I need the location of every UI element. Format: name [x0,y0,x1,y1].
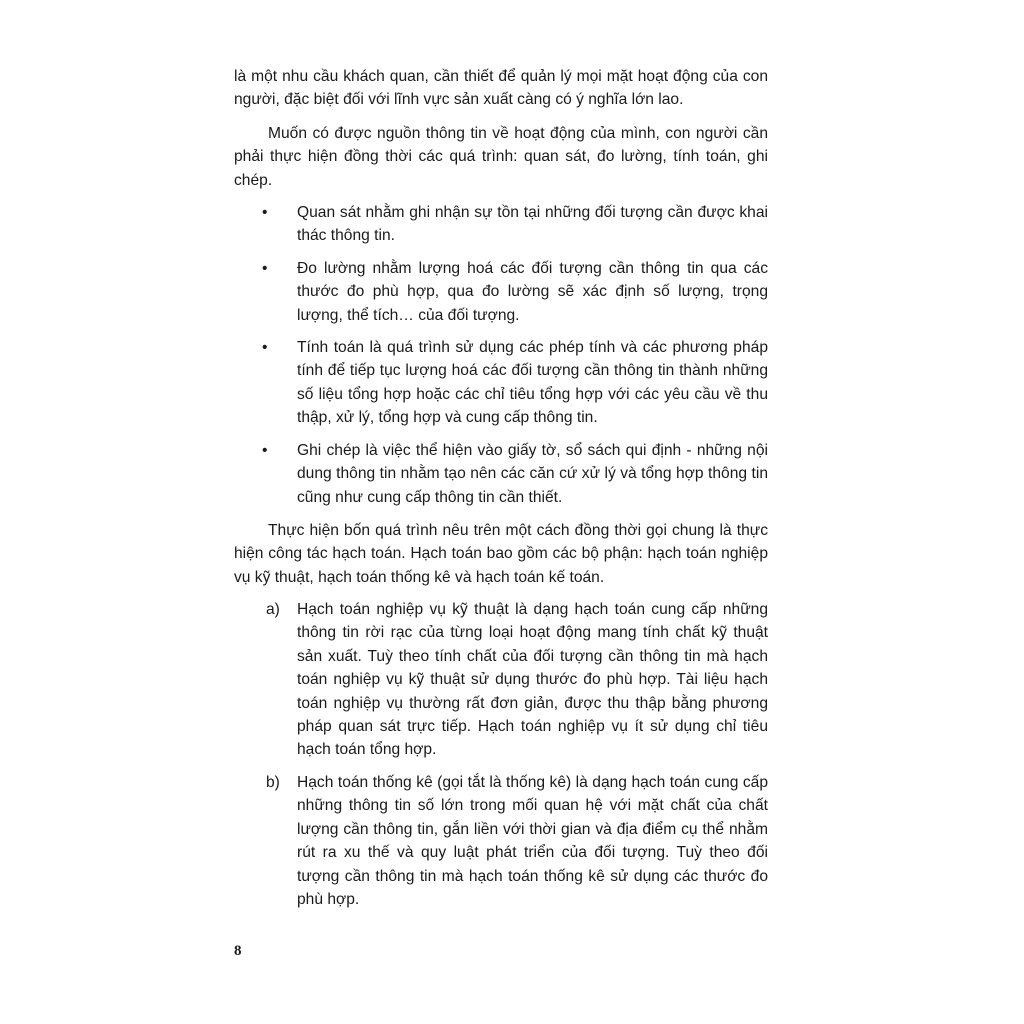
item-label: b) [266,774,280,791]
bullet-item-observation [234,201,768,248]
bullet-icon: • [262,442,268,459]
item-text: Hạch toán thống kê (gọi tắt là thống kê) là dạng hạch toán cung cấp những thông tin số lớn trong mối quan hệ với mặt chất của chất lượng cần thông tin, gắn liền với thời gian và địa điểm cụ thể nhằm rút ra xu thế và quy luật phát triển của đối tượng. Tuỳ theo đối tượng cần thông tin mà hạch toán thống kê sử dụng các thước đo phù hợp. [297,774,768,909]
bullet-icon: • [262,339,268,356]
page-number: 8 [234,943,242,959]
bullet-icon: • [262,260,268,277]
bullet-text: Ghi chép là việc thể hiện vào giấy tờ, sổ sách qui định - những nội dung thông tin nhằm tạo nên các căn cứ xử lý và tổng hợp thông tin cũng như cung cấp thông tin cần thiết. [297,442,768,506]
item-text: Hạch toán nghiệp vụ kỹ thuật là dạng hạch toán cung cấp những thông tin rời rạc của từng loại hoạt động mang tính chất kỹ thuật sản xuất. Tuỳ theo tính chất của đối tượng cần thông tin mà hạch toán nghiệp vụ kỹ thuật sử dụng thước đo phù hợp. Tài liệu hạch toán nghiệp vụ thường rất đơn giản, được thu thập bằng phương pháp quan sát trực tiếp. Hạch toán nghiệp vụ ít sử dụng chỉ tiêu hạch toán tổng hợp. [297,601,768,759]
lettered-item-b [234,771,768,911]
lettered-item-a [234,598,768,762]
bullet-item-measurement [234,257,768,327]
bullet-item-calculation [234,336,768,430]
bullet-text: Tính toán là quá trình sử dụng các phép tính và các phương pháp tính để tiếp tục lượng hoá các đối tượng cần thông tin thành những số liệu tổng hợp hoặc các chỉ tiêu tổng hợp với các yêu cầu về thu thập, xử lý, tổng hợp và cung cấp thông tin. [297,339,768,427]
bullet-text: Quan sát nhằm ghi nhận sự tồn tại những đối tượng cần được khai thác thông tin. [297,204,768,245]
bullet-icon: • [262,204,268,221]
bullet-text: Đo lường nhằm lượng hoá các đối tượng cần thông tin qua các thước đo phù hợp, qua đo lường sẽ xác định số lượng, trọng lượng, thể tích… của đối tượng. [297,260,768,324]
paragraph-processes: Muốn có được nguồn thông tin về hoạt động của mình, con người cần phải thực hiện đồng thời các quá trình: quan sát, đo lường, tính toán, ghi chép. [234,125,768,189]
paragraph-intro: là một nhu cầu khách quan, cần thiết để quản lý mọi mặt hoạt động của con người, đặc biệt đối với lĩnh vực sản xuất càng có ý nghĩa lớn lao. [234,68,768,109]
bullet-item-recording [234,439,768,509]
item-label: a) [266,601,280,618]
paragraph-accounting: Thực hiện bốn quá trình nêu trên một cách đồng thời gọi chung là thực hiện công tác hạch toán. Hạch toán bao gồm các bộ phận: hạch toán nghiệp vụ kỹ thuật, hạch toán thống kê và hạch toán kế toán. [234,522,768,586]
